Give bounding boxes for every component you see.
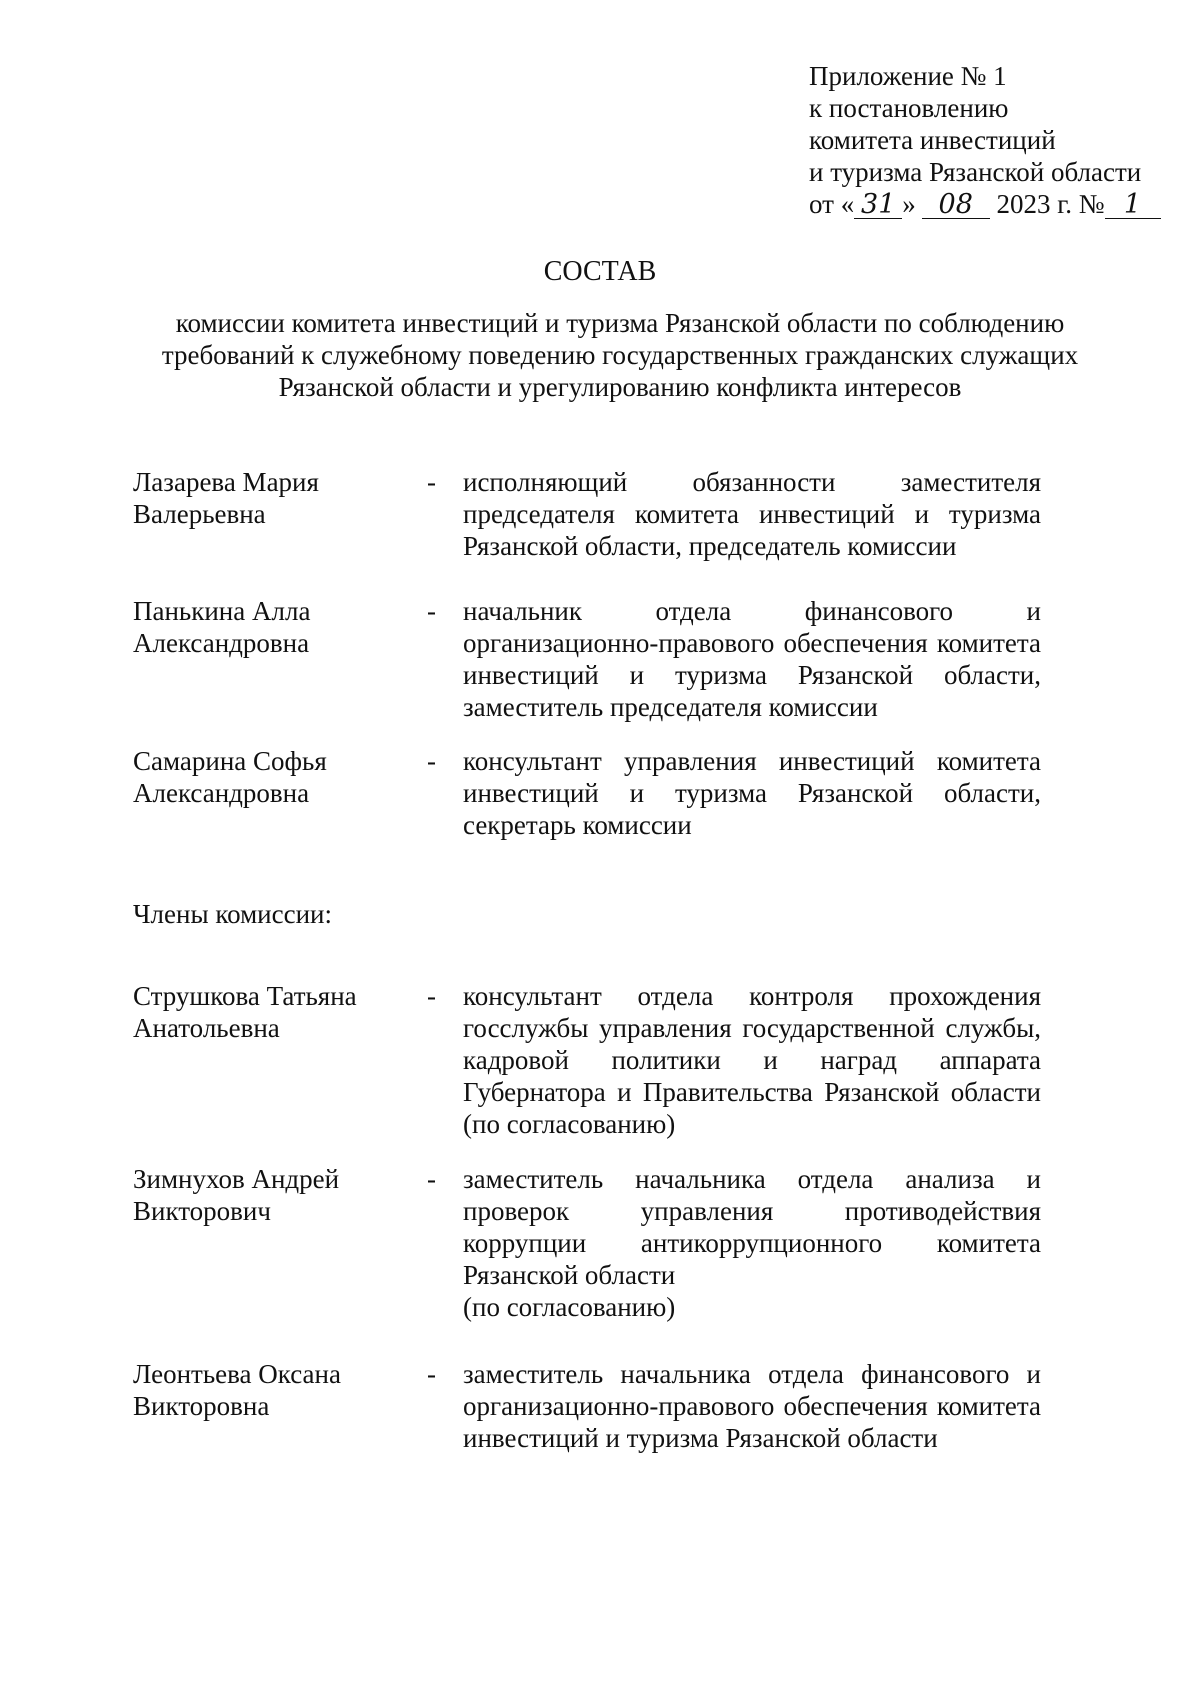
appendix-date-line (809, 188, 1189, 220)
person-position-block (463, 1163, 1041, 1323)
dash-separator: - (427, 1164, 436, 1194)
appendix-line-2: к постановлению (809, 93, 1009, 123)
appendix-line-3: комитета инвестиций (809, 125, 1056, 155)
document-subtitle: комиссии комитета инвестиций и туризма Рязанской области по соблюдению требований к служебному поведению государственных гражданских служащих Рязанской области и урегулированию конфликта интересов (161, 308, 1079, 402)
dash-separator: - (427, 1359, 436, 1389)
person-position: исполняющий обязанности заместителя председателя комитета инвестиций и туризма Рязанской области, председатель комиссии (463, 467, 1041, 561)
handwritten-day: 31 (854, 192, 902, 219)
dash-separator: - (427, 596, 436, 626)
person-name: Леонтьева Оксана Викторовна (133, 1359, 341, 1421)
handwritten-month: 08 (922, 192, 990, 219)
person-name: Струшкова Татьяна Анатольевна (133, 981, 357, 1043)
appendix-line-4: и туризма Рязанской области (809, 157, 1142, 187)
person-position: консультант отдела контроля прохождения госслужбы управления государственной службы, кадровой политики и наград аппарата Губернатора и Правительства Рязанской области (по согласованию) (463, 981, 1041, 1139)
position-note: (по согласованию) (463, 1292, 676, 1322)
handwritten-number: 1 (1105, 192, 1161, 219)
appendix-line-1: Приложение № 1 (809, 61, 1007, 91)
person-name: Самарина Софья Александровна (133, 746, 327, 808)
person-position: консультант управления инвестиций комитета инвестиций и туризма Рязанской области, секретарь комиссии (463, 746, 1041, 840)
person-position: начальник отдела финансового и организационно-правового обеспечения комитета инвестиций и туризма Рязанской области, заместитель председателя комиссии (463, 596, 1041, 722)
document-title: СОСТАВ (543, 256, 657, 287)
dash-separator: - (427, 981, 436, 1011)
members-label: Члены комиссии: (133, 899, 332, 929)
person-position: заместитель начальника отдела финансового и организационно-правового обеспечения комитета инвестиций и туризма Рязанской области (463, 1359, 1041, 1453)
person-name: Панькина Алла Александровна (133, 596, 311, 658)
person-name: Лазарева Мария Валерьевна (133, 467, 319, 529)
date-prefix: от « (809, 189, 855, 219)
appendix-header (809, 60, 1189, 220)
date-quote-close: » (902, 189, 916, 219)
person-position: заместитель начальника отдела анализа и проверок управления противодействия коррупции антикоррупционного комитета Рязанской области (463, 1164, 1041, 1290)
dash-separator: - (427, 746, 436, 776)
dash-separator: - (427, 467, 436, 497)
date-year: 2023 г. № (996, 189, 1105, 219)
person-name: Зимнухов Андрей Викторович (133, 1164, 340, 1226)
